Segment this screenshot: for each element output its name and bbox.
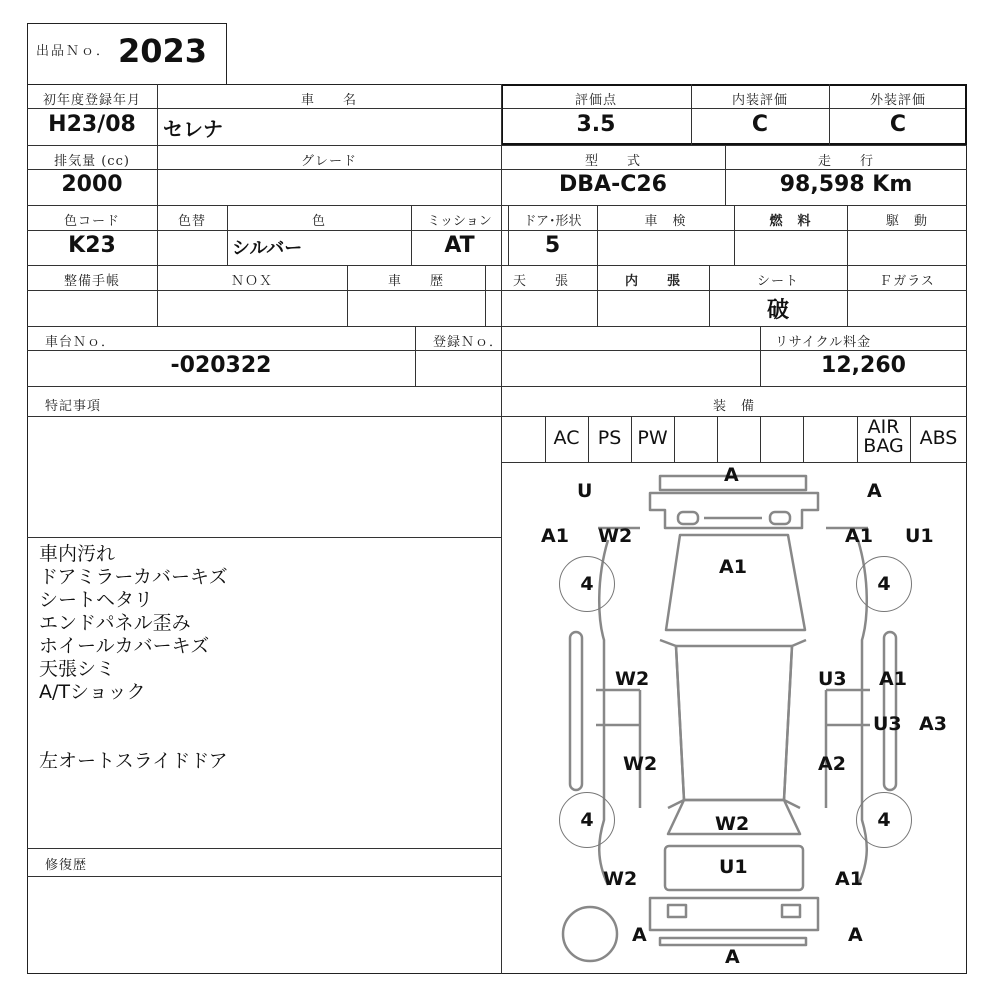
damage-mark: U — [577, 480, 593, 502]
recycle-value: 12,260 — [821, 353, 906, 378]
equipment-label: 装 備 — [712, 399, 755, 414]
note-line: 車内汚れ — [39, 543, 116, 565]
damage-mark: A1 — [541, 525, 569, 547]
note-line: A/Tショック — [39, 681, 146, 703]
tire-front-right: 4 — [856, 556, 912, 612]
mission-value: AT — [444, 233, 475, 258]
inspection-label: 車 検 — [644, 214, 687, 229]
airbag-line-1: AIR — [867, 416, 900, 438]
equipment-pw: PW — [637, 427, 668, 449]
equipment-ac: AC — [553, 427, 580, 449]
colorcode-label: 色コード — [63, 214, 120, 229]
tire-rear-left: 4 — [559, 792, 615, 848]
damage-mark: W2 — [615, 668, 650, 690]
note-line: ホイールカバーキズ — [39, 635, 210, 657]
grade-label: グレード — [300, 154, 357, 169]
exterior-label: 外装評価 — [869, 93, 926, 108]
note-line: エンドパネル歪み — [39, 612, 191, 634]
airbag-line-2: BAG — [863, 435, 904, 457]
damage-mark: A — [632, 924, 647, 946]
door-label: ドア･形状 — [523, 214, 582, 229]
damage-mark: A — [725, 946, 740, 968]
interior-label: 内装評価 — [731, 93, 788, 108]
history-label: 車 歴 — [387, 274, 444, 289]
door-value: 5 — [544, 233, 561, 258]
repaint-label: 色替 — [177, 214, 206, 229]
tire-rear-right: 4 — [856, 792, 912, 848]
tire-front-left: 4 — [559, 556, 615, 612]
damage-mark: W2 — [603, 868, 638, 890]
mission-label: ミッション — [427, 214, 492, 229]
damage-mark: A1 — [845, 525, 873, 547]
score-value: 3.5 — [576, 112, 616, 137]
note-line: シートヘタリ — [39, 589, 154, 611]
mileage-value: 98,598 Km — [779, 172, 913, 197]
chassis-label: 車台Ｎｏ． — [45, 335, 116, 350]
damage-mark: W2 — [598, 525, 633, 547]
damage-mark: U3 — [818, 668, 847, 690]
name-label: 車 名 — [300, 93, 357, 108]
roof-label: 天 張 — [512, 274, 569, 289]
cc-label: 排気量 (cc) — [54, 154, 130, 169]
name-value: セレナ — [163, 117, 223, 141]
damage-mark: A1 — [719, 556, 747, 578]
damage-mark: A1 — [879, 668, 907, 690]
score-label: 評価点 — [574, 93, 617, 108]
reg-label: 初年度登録年月 — [42, 93, 141, 108]
recycle-label: リサイクル料金 — [775, 335, 872, 350]
inner-label: 内 張 — [624, 274, 681, 289]
glass-label: Ｆガラス — [879, 274, 935, 289]
mileage-label: 走 行 — [817, 154, 874, 169]
lot-label: 出品Ｎｏ． — [36, 44, 112, 59]
damage-mark: U1 — [905, 525, 934, 547]
color-label: 色 — [311, 214, 326, 229]
damage-mark: W2 — [715, 813, 750, 835]
drive-label: 駆 動 — [885, 214, 928, 229]
damage-mark: A — [867, 480, 882, 502]
lot-number: 2023 — [118, 32, 208, 70]
damage-mark: A — [724, 464, 739, 486]
record-label: 整備手帳 — [63, 274, 120, 289]
equipment-airbag — [857, 418, 910, 456]
fuel-label: 燃 料 — [769, 214, 812, 229]
note-line: 天張シミ — [39, 658, 116, 680]
reg-value: H23/08 — [48, 112, 136, 137]
damage-mark: A3 — [919, 713, 947, 735]
note-line: ドアミラーカバーキズ — [39, 566, 228, 588]
repair-label: 修復歴 — [45, 858, 88, 873]
damage-mark: A — [848, 924, 863, 946]
note-extra: 左オートスライドドア — [39, 750, 228, 772]
interior-value: C — [751, 112, 769, 137]
damage-mark: U1 — [719, 856, 748, 878]
damage-mark: W2 — [623, 753, 658, 775]
notes-label: 特記事項 — [45, 399, 102, 414]
seat-value: 破 — [766, 298, 789, 323]
chassis-value: -020322 — [170, 353, 272, 378]
equipment-abs: ABS — [919, 427, 958, 449]
nox-label: ＮＯＸ — [230, 274, 273, 289]
model-label: 型 式 — [584, 154, 641, 169]
model-value: DBA-C26 — [559, 172, 667, 197]
cc-value: 2000 — [61, 172, 123, 197]
seat-label: シート — [756, 274, 799, 289]
damage-mark: U3 — [873, 713, 902, 735]
equipment-ps: PS — [597, 427, 622, 449]
exterior-value: C — [889, 112, 907, 137]
damage-mark: A2 — [818, 753, 846, 775]
regno-label: 登録Ｎｏ． — [433, 335, 504, 350]
damage-mark: A1 — [835, 868, 863, 890]
color-value: シルバー — [232, 238, 303, 259]
colorcode-value: K23 — [68, 233, 116, 258]
